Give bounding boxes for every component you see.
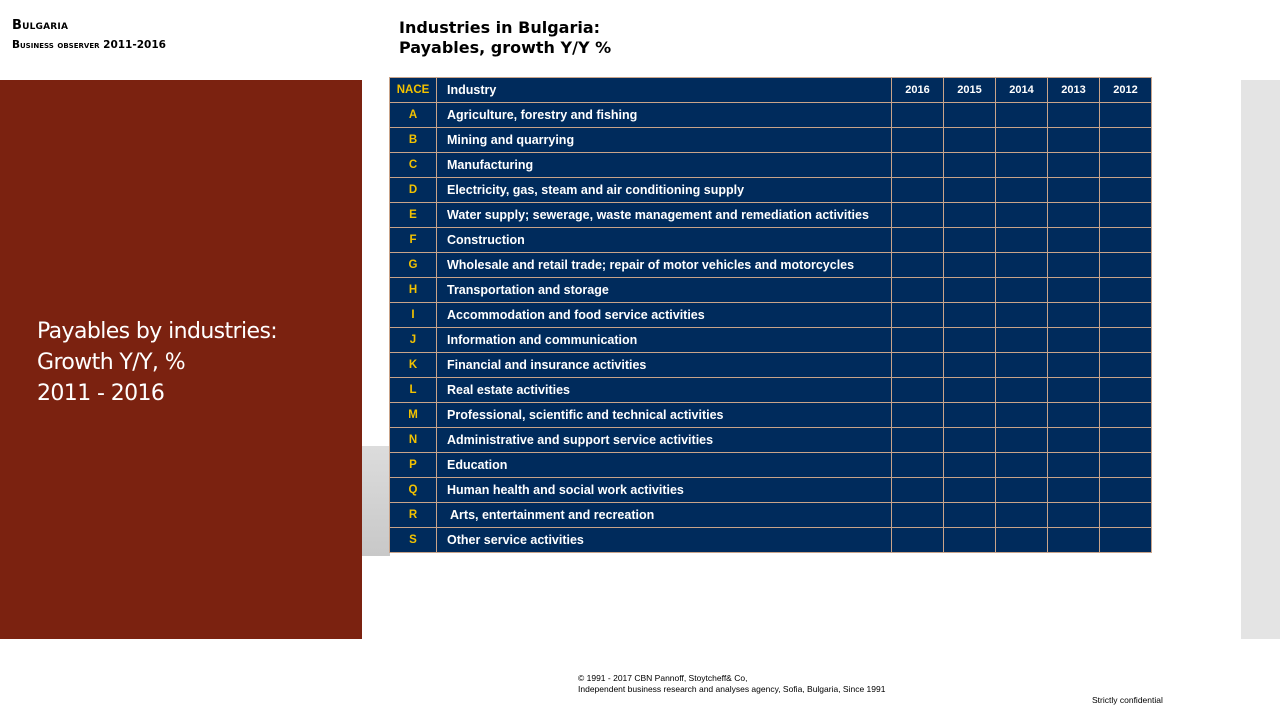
nace-code: S [390,528,437,553]
table-row [390,453,1152,478]
value-cell [996,178,1048,203]
table-row [390,178,1152,203]
value-cell [1100,503,1152,528]
slide-title [399,18,611,58]
nace-code: B [390,128,437,153]
table-row [390,203,1152,228]
nace-code: J [390,328,437,353]
table-row [390,278,1152,303]
value-cell [892,153,944,178]
brand-block [12,18,166,51]
value-cell [944,203,996,228]
industry-name: Education [437,453,892,478]
table-row [390,303,1152,328]
header-nace: NACE [390,78,437,103]
value-cell [892,403,944,428]
value-cell [1100,328,1152,353]
value-cell [892,378,944,403]
industry-name: Information and communication [437,328,892,353]
value-cell [1048,303,1100,328]
value-cell [1048,528,1100,553]
confidential-note: Strictly confidential [1092,695,1163,705]
nace-code: A [390,103,437,128]
value-cell [944,353,996,378]
nace-code: K [390,353,437,378]
footer-line1: © 1991 - 2017 CBN Pannoff, Stoytcheff& Co, [578,673,748,683]
nace-code: Q [390,478,437,503]
section-title-line2: Growth Y/Y, % [37,350,186,375]
nace-code: C [390,153,437,178]
table-row [390,128,1152,153]
value-cell [1048,403,1100,428]
table-row [390,378,1152,403]
value-cell [892,253,944,278]
value-cell [944,378,996,403]
value-cell [1048,203,1100,228]
value-cell [892,328,944,353]
value-cell [944,303,996,328]
section-title [37,316,277,409]
nace-code: F [390,228,437,253]
value-cell [1048,428,1100,453]
value-cell [892,178,944,203]
table-row [390,428,1152,453]
nace-code: I [390,303,437,328]
table-row [390,353,1152,378]
table-row [390,478,1152,503]
value-cell [944,528,996,553]
value-cell [892,353,944,378]
value-cell [892,453,944,478]
brand-title: Bulgaria [12,18,69,33]
industry-name: Other service activities [437,528,892,553]
value-cell [1100,528,1152,553]
value-cell [944,503,996,528]
value-cell [944,103,996,128]
nace-code: L [390,378,437,403]
nace-code: D [390,178,437,203]
value-cell [1048,278,1100,303]
value-cell [944,253,996,278]
decorative-shadow [362,446,390,556]
nace-code: M [390,403,437,428]
value-cell [1100,403,1152,428]
value-cell [1100,203,1152,228]
value-cell [944,178,996,203]
value-cell [892,478,944,503]
table-row [390,328,1152,353]
value-cell [1100,303,1152,328]
value-cell [892,128,944,153]
value-cell [996,403,1048,428]
industry-name: Transportation and storage [437,278,892,303]
industry-name: Water supply; sewerage, waste management and remediation activities [437,203,892,228]
value-cell [996,328,1048,353]
value-cell [1100,378,1152,403]
nace-code: P [390,453,437,478]
header-year: 2016 [892,78,944,103]
value-cell [996,128,1048,153]
value-cell [996,428,1048,453]
header-year: 2015 [944,78,996,103]
slide-title-line1: Industries in Bulgaria: [399,18,601,37]
nace-code: G [390,253,437,278]
industry-name: Real estate activities [437,378,892,403]
industries-table [389,77,1152,553]
value-cell [892,203,944,228]
value-cell [1048,353,1100,378]
industry-name: Manufacturing [437,153,892,178]
industry-name: Construction [437,228,892,253]
left-panel [0,80,362,639]
value-cell [1100,353,1152,378]
industry-name: Wholesale and retail trade; repair of motor vehicles and motorcycles [437,253,892,278]
value-cell [1048,228,1100,253]
value-cell [944,453,996,478]
value-cell [996,303,1048,328]
value-cell [1100,478,1152,503]
value-cell [1100,153,1152,178]
table-row [390,253,1152,278]
nace-code: H [390,278,437,303]
section-title-line1: Payables by industries: [37,319,278,344]
header-year: 2014 [996,78,1048,103]
value-cell [996,353,1048,378]
value-cell [996,153,1048,178]
value-cell [892,503,944,528]
industry-name: Human health and social work activities [437,478,892,503]
value-cell [944,328,996,353]
table-row [390,503,1152,528]
right-decorative-bar [1241,80,1280,639]
value-cell [944,278,996,303]
value-cell [892,303,944,328]
header-industry: Industry [437,78,892,103]
value-cell [1100,253,1152,278]
header-year: 2013 [1048,78,1100,103]
value-cell [944,228,996,253]
table-row [390,403,1152,428]
industry-name: Arts, entertainment and recreation [437,503,892,528]
value-cell [996,228,1048,253]
value-cell [1048,328,1100,353]
industry-name: Financial and insurance activities [437,353,892,378]
value-cell [944,428,996,453]
value-cell [996,378,1048,403]
value-cell [944,478,996,503]
value-cell [892,103,944,128]
value-cell [1100,453,1152,478]
value-cell [944,153,996,178]
value-cell [892,528,944,553]
section-title-line3: 2011 - 2016 [37,381,165,406]
nace-code: R [390,503,437,528]
footer-line2: Independent business research and analyses agency, Sofia, Bulgaria, Since 1991 [578,683,886,694]
value-cell [1048,378,1100,403]
industry-name: Electricity, gas, steam and air conditioning supply [437,178,892,203]
value-cell [996,478,1048,503]
slide-title-line2: Payables, growth Y/Y % [399,38,612,57]
value-cell [996,503,1048,528]
value-cell [1048,453,1100,478]
value-cell [1048,103,1100,128]
header-year: 2012 [1100,78,1152,103]
value-cell [1100,178,1152,203]
value-cell [1100,428,1152,453]
industry-name: Professional, scientific and technical activities [437,403,892,428]
table-header-row [390,78,1152,103]
value-cell [1048,178,1100,203]
value-cell [996,103,1048,128]
table-row [390,153,1152,178]
value-cell [1100,228,1152,253]
industry-name: Accommodation and food service activities [437,303,892,328]
value-cell [996,253,1048,278]
value-cell [996,278,1048,303]
industry-name: Agriculture, forestry and fishing [437,103,892,128]
value-cell [944,128,996,153]
value-cell [1100,128,1152,153]
value-cell [1048,153,1100,178]
nace-code: E [390,203,437,228]
value-cell [1100,278,1152,303]
value-cell [1048,253,1100,278]
value-cell [892,228,944,253]
footer-copyright [578,673,885,694]
table-row [390,528,1152,553]
value-cell [892,278,944,303]
value-cell [1100,103,1152,128]
value-cell [996,203,1048,228]
brand-subtitle: Business observer 2011-2016 [12,39,166,51]
value-cell [944,403,996,428]
value-cell [1048,478,1100,503]
value-cell [892,428,944,453]
industry-name: Mining and quarrying [437,128,892,153]
value-cell [1048,128,1100,153]
table-row [390,103,1152,128]
table-row [390,228,1152,253]
nace-code: N [390,428,437,453]
industry-name: Administrative and support service activities [437,428,892,453]
value-cell [996,528,1048,553]
value-cell [996,453,1048,478]
value-cell [1048,503,1100,528]
